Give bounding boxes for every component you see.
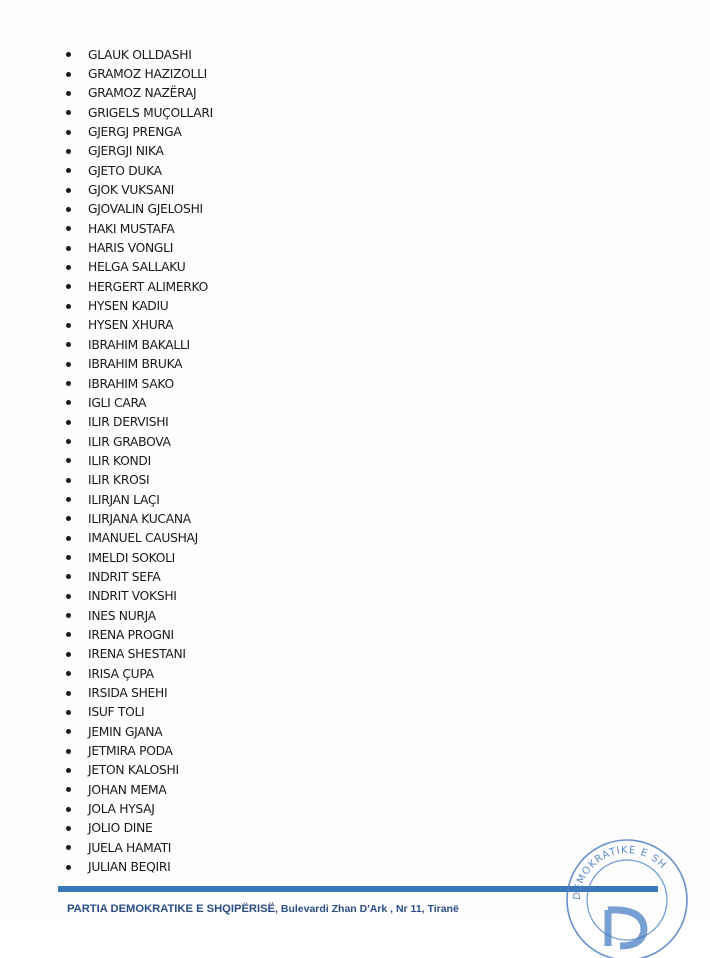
bullet-icon [66,691,71,696]
list-item [66,741,213,760]
list-item [66,374,213,393]
bullet-icon [66,652,71,657]
list-item [66,64,213,83]
list-item [66,683,213,702]
bullet-icon [66,246,71,251]
person-name: IRISA ÇUPA [88,666,154,681]
list-item [66,296,213,315]
bullet-icon [66,458,71,463]
bullet-icon [66,342,71,347]
person-name: JETON KALOSHI [88,763,179,778]
list-item [66,316,213,335]
person-name: GJOK VUKSANI [88,183,174,198]
svg-text:DEMOKRATIKE E SH [572,845,669,900]
list-item [66,355,213,374]
list-item [66,587,213,606]
person-name: ILIR DERVISHI [88,415,169,430]
person-name: HELGA SALLAKU [88,260,186,275]
bullet-icon [66,536,71,541]
party-stamp-icon [560,828,690,958]
list-item [66,161,213,180]
person-name: GRAMOZ NAZËRAJ [88,86,197,101]
list-item [66,180,213,199]
person-name: INDRIT VOKSHI [88,589,177,604]
list-item [66,45,213,64]
bullet-icon [66,400,71,405]
person-name: INDRIT SEFA [88,569,161,584]
person-name: IRENA PROGNI [88,627,174,642]
person-name: IRENA SHESTANI [88,647,186,662]
list-item [66,413,213,432]
bullet-icon [66,594,71,599]
person-name: GJOVALIN GJELOSHI [88,202,203,217]
bullet-icon [66,362,71,367]
list-item [66,819,213,838]
bullet-icon [66,710,71,715]
bullet-icon [66,632,71,637]
bullet-icon [66,265,71,270]
list-item [66,625,213,644]
bullet-icon [66,91,71,96]
person-name: IBRAHIM BAKALLI [88,337,190,352]
bullet-icon [66,826,71,831]
person-name: INES NURJA [88,608,156,623]
list-item [66,838,213,857]
list-item [66,664,213,683]
bullet-icon [66,497,71,502]
list-item [66,103,213,122]
bullet-icon [66,52,71,57]
bullet-icon [66,613,71,618]
bullet-icon [66,787,71,792]
person-name: ILIRJAN LAÇI [88,492,160,507]
list-item [66,529,213,548]
list-item [66,451,213,470]
list-item [66,393,213,412]
person-name: HYSEN KADIU [88,299,169,314]
person-name: IBRAHIM BRUKA [88,357,183,372]
bullet-icon [66,130,71,135]
bullet-icon [66,574,71,579]
list-item [66,606,213,625]
person-name: GJETO DUKA [88,163,162,178]
bullet-icon [66,323,71,328]
list-item [66,761,213,780]
list-item [66,548,213,567]
person-name: IMANUEL CAUSHAJ [88,531,198,546]
person-name: IBRAHIM SAKO [88,376,174,391]
bullet-icon [66,149,71,154]
person-name: HAKI MUSTAFA [88,221,175,236]
list-item [66,219,213,238]
bullet-icon [66,207,71,212]
person-name: GLAUK OLLDASHI [88,47,192,62]
footer-party-name: PARTIA DEMOKRATIKE E SHQIPËRISË [67,903,276,915]
bullet-icon [66,671,71,676]
bullet-icon [66,72,71,77]
bullet-icon [66,168,71,173]
list-item [66,238,213,257]
person-name: GJERGJI NIKA [88,144,164,159]
list-item [66,335,213,354]
person-name: JEMIN GJANA [88,724,163,739]
bullet-icon [66,284,71,289]
footer-address: , Bulevardi Zhan D'Ark , Nr 11, Tiranë [275,903,459,915]
bullet-icon [66,807,71,812]
person-name: IRSIDA SHEHI [88,686,168,701]
list-item [66,258,213,277]
list-item [66,780,213,799]
list-item [66,277,213,296]
list-item [66,567,213,586]
person-name: ILIR KROSI [88,473,150,488]
bullet-icon [66,420,71,425]
stamp-text: DEMOKRATIKE E SH [571,844,669,901]
bullet-icon [66,381,71,386]
person-name: ILIR KONDI [88,453,151,468]
list-item [66,490,213,509]
person-name: ILIR GRABOVA [88,434,171,449]
bullet-icon [66,188,71,193]
bullet-icon [66,845,71,850]
list-item [66,799,213,818]
bullet-icon [66,555,71,560]
bullet-icon [66,110,71,115]
person-name: HARIS VONGLI [88,241,174,256]
list-item [66,857,213,876]
list-item [66,509,213,528]
person-name: IGLI CARA [88,395,147,410]
person-name: JUELA HAMATI [88,840,172,855]
bullet-icon [66,439,71,444]
person-name: ISUF TOLI [88,705,145,720]
person-name: GRAMOZ HAZIZOLLI [88,67,207,82]
bullet-icon [66,768,71,773]
list-item [66,84,213,103]
list-item [66,142,213,161]
bullet-icon [66,478,71,483]
bullet-icon [66,516,71,521]
bullet-icon [66,729,71,734]
bullet-icon [66,226,71,231]
person-name: JOHAN MEMA [88,782,167,797]
person-name: HERGERT ALIMERKO [88,279,209,294]
bullet-icon [66,865,71,870]
list-item [66,471,213,490]
person-name: ILIRJANA KUCANA [88,511,191,526]
name-list [66,45,213,877]
footer [67,903,459,915]
bullet-icon [66,749,71,754]
person-name: GJERGJ PRENGA [88,125,182,140]
list-item [66,200,213,219]
list-item [66,703,213,722]
list-item [66,645,213,664]
person-name: IMELDI SOKOLI [88,550,175,565]
list-item [66,122,213,141]
list-item [66,432,213,451]
person-name: JETMIRA PODA [88,744,173,759]
person-name: JOLIO DINE [88,821,153,836]
person-name: JOLA HYSAJ [88,802,155,817]
bullet-icon [66,304,71,309]
person-name: GRIGELS MUÇOLLARI [88,105,213,120]
list-item [66,722,213,741]
person-name: HYSEN XHURA [88,318,174,333]
person-name: JULIAN BEQIRI [88,860,171,875]
